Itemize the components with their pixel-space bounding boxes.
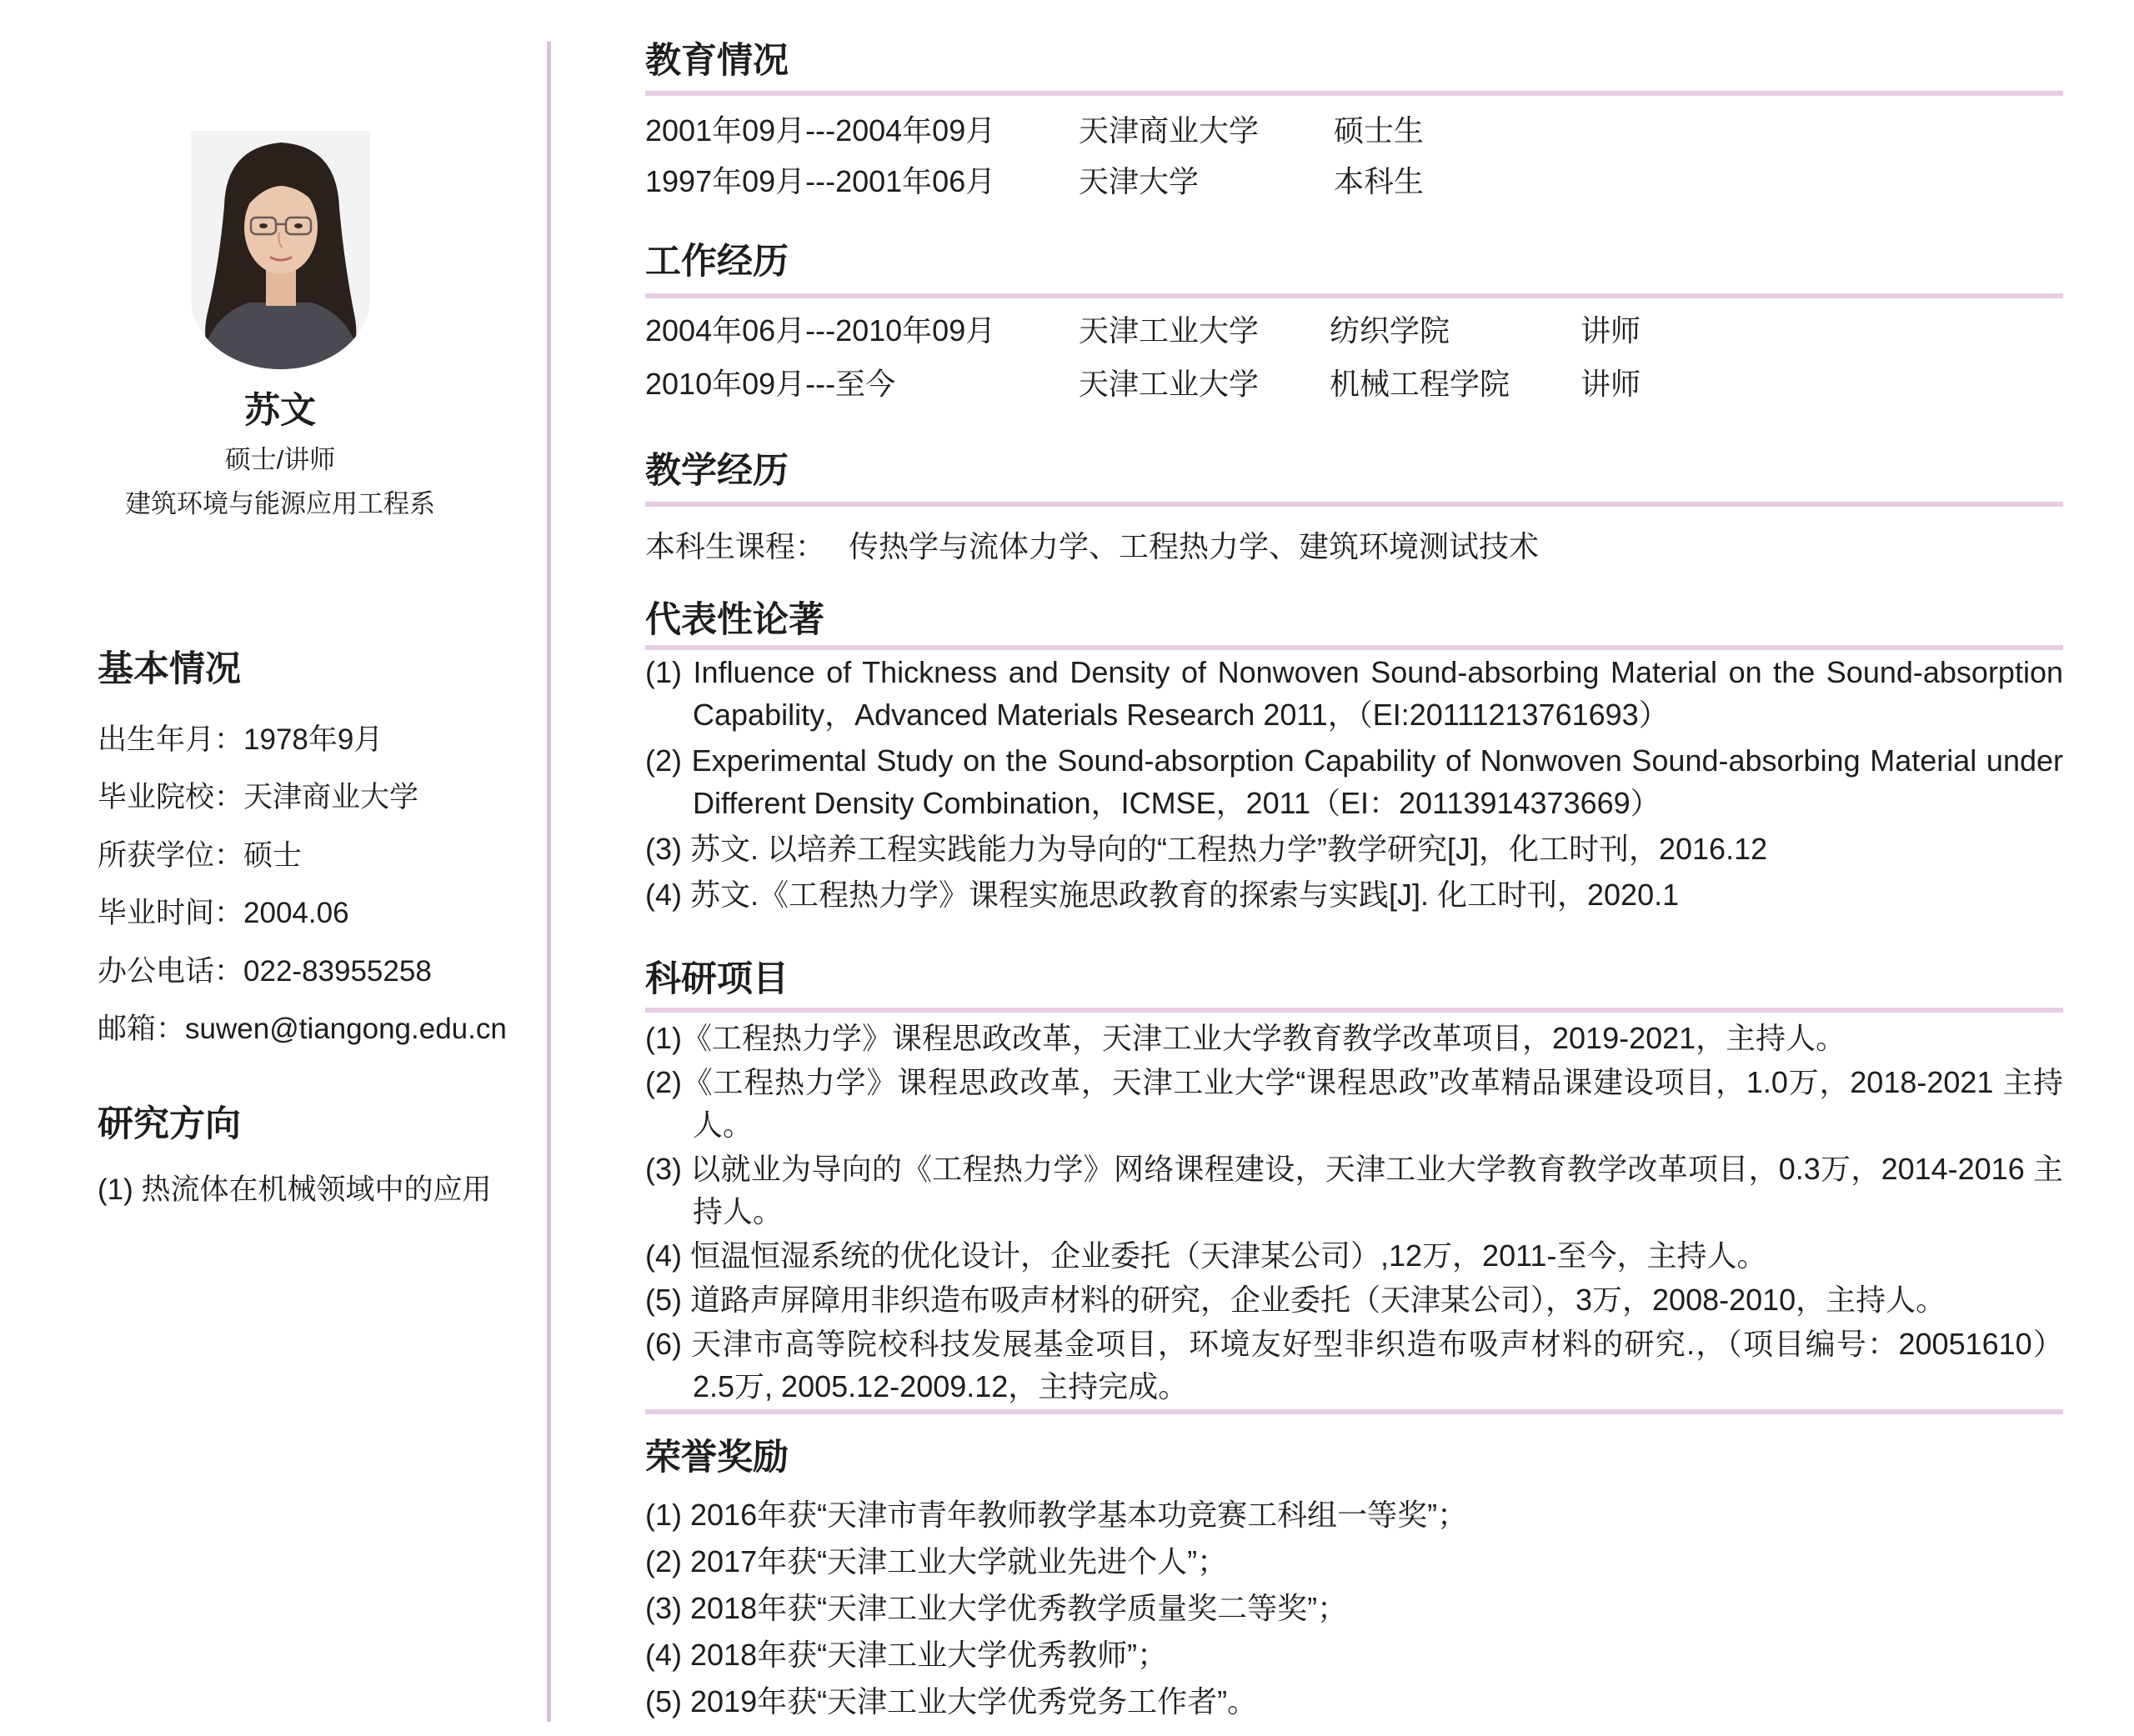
basic-info-item-phone bbox=[98, 943, 539, 1000]
basic-info-label: 毕业院校： bbox=[98, 781, 244, 814]
basic-info-item-graduation bbox=[98, 884, 539, 942]
projects-heading: 科研项目 bbox=[645, 959, 789, 999]
projects-bottom-rule bbox=[645, 1409, 2063, 1414]
basic-info-item-degree bbox=[98, 827, 539, 884]
basic-info-item-school bbox=[98, 768, 539, 826]
teaching-courses: 传热学与流体力学、工程热力学、建筑环境测试技术 bbox=[849, 529, 1540, 563]
education-school: 天津商业大学 bbox=[1079, 113, 1260, 148]
education-degree: 硕士生 bbox=[1334, 113, 1425, 148]
education-school: 天津大学 bbox=[1079, 164, 1200, 198]
education-row bbox=[645, 161, 2063, 203]
basic-info-item-birth bbox=[98, 711, 539, 768]
profile-name: 苏文 bbox=[244, 391, 316, 431]
work-dept: 纺织学院 bbox=[1330, 313, 1450, 348]
work-rule bbox=[645, 293, 2063, 298]
work-org: 天津工业大学 bbox=[1079, 313, 1260, 348]
projects-rule bbox=[645, 1008, 2063, 1013]
basic-info-value: 1978年9月 bbox=[243, 723, 383, 756]
column-divider bbox=[547, 42, 551, 1722]
profile-title: 硕士/讲师 bbox=[224, 445, 336, 474]
project-item: (2)《工程热力学》课程思政改革，天津工业大学“课程思政”改革精品课建设项目，1.0万，2018-2021 主持人。 bbox=[645, 1065, 2063, 1142]
work-period: 2010年09月---至今 bbox=[645, 367, 896, 401]
education-heading: 教育情况 bbox=[645, 41, 789, 81]
work-heading: 工作经历 bbox=[645, 242, 789, 282]
honors-heading: 荣誉奖励 bbox=[645, 1438, 789, 1478]
profile-photo-portrait bbox=[191, 131, 370, 369]
basic-info-email-link[interactable]: suwen@tiangong.edu.cn bbox=[185, 1013, 507, 1046]
project-item: (4) 恒温恒湿系统的优化设计，企业委托（天津某公司）,12万，2011-至今，主持人。 bbox=[645, 1238, 1767, 1273]
honor-item: (5) 2019年获“天津工业大学优秀党务工作者”。 bbox=[645, 1684, 1258, 1718]
basic-info-heading: 基本情况 bbox=[98, 649, 241, 689]
research-list bbox=[98, 1169, 539, 1211]
basic-info-value: 天津商业大学 bbox=[243, 781, 419, 814]
teaching-heading: 教学经历 bbox=[645, 451, 789, 491]
work-position: 讲师 bbox=[1580, 313, 1641, 348]
basic-info-item-email bbox=[98, 1000, 539, 1058]
publication-item: (2) Experimental Study on the Sound-absorption Capability of Nonwoven Sound-absorbing Material under Different Density Combination，ICMSE，2011（EI：20113914373669） bbox=[645, 743, 2063, 820]
work-org: 天津工业大学 bbox=[1079, 367, 1260, 401]
basic-info-label: 毕业时间： bbox=[98, 897, 244, 930]
work-row bbox=[645, 363, 2063, 405]
research-item: (1) 热流体在机械领域中的应用 bbox=[98, 1173, 492, 1206]
basic-info-value: 硕士 bbox=[243, 838, 303, 872]
education-rule bbox=[645, 91, 2063, 96]
basic-info-label: 办公电话： bbox=[98, 954, 244, 988]
education-row bbox=[645, 110, 2063, 152]
basic-info-label: 所获学位： bbox=[98, 838, 244, 872]
teaching-label: 本科生课程： bbox=[645, 529, 826, 563]
honor-item: (4) 2018年获“天津工业大学优秀教师”； bbox=[645, 1638, 1168, 1672]
publications-list bbox=[645, 651, 2063, 916]
work-period: 2004年06月---2010年09月 bbox=[645, 313, 996, 348]
work-dept: 机械工程学院 bbox=[1330, 367, 1510, 401]
publications-rule bbox=[645, 645, 2063, 650]
research-heading: 研究方向 bbox=[98, 1104, 241, 1144]
teaching-row bbox=[645, 526, 2063, 568]
education-degree: 本科生 bbox=[1334, 164, 1425, 198]
profile-department: 建筑环境与能源应用工程系 bbox=[125, 489, 435, 518]
basic-info-value: 022-83955258 bbox=[243, 954, 432, 988]
project-item: (3) 以就业为导向的《工程热力学》网络课程建设，天津工业大学教育教学改革项目，0.3万，2014-2016 主持人。 bbox=[645, 1152, 2063, 1228]
teaching-rule bbox=[645, 502, 2063, 507]
profile-photo bbox=[191, 131, 370, 369]
education-period: 1997年09月---2001年06月 bbox=[645, 164, 996, 198]
honor-item: (1) 2016年获“天津市青年教师教学基本功竞赛工科组一等奖”； bbox=[645, 1498, 1468, 1532]
publication-item: (4) 苏文.《工程热力学》课程实施思政教育的探索与实践[J]. 化工时刊，2020.1 bbox=[645, 878, 1680, 912]
work-position: 讲师 bbox=[1580, 367, 1641, 401]
project-item: (5) 道路声屏障用非织造布吸声材料的研究，企业委托（天津某公司），3万，2008-2010，主持人。 bbox=[645, 1283, 1946, 1317]
basic-info-label: 邮箱： bbox=[98, 1013, 186, 1046]
basic-info-value: 2004.06 bbox=[243, 897, 349, 930]
honor-item: (2) 2017年获“天津工业大学就业先进个人”； bbox=[645, 1544, 1228, 1578]
basic-info-list bbox=[98, 711, 539, 1058]
education-period: 2001年09月---2004年09月 bbox=[645, 113, 996, 148]
project-item: (6) 天津市高等院校科技发展基金项目，环境友好型非织造布吸声材料的研究.，（项目编号：20051610） 2.5万, 2005.12-2009.12，主持完成。 bbox=[645, 1327, 2063, 1403]
work-row bbox=[645, 310, 2063, 352]
basic-info-label: 出生年月： bbox=[98, 723, 244, 756]
project-item: (1)《工程热力学》课程思政改革，天津工业大学教育教学改革项目，2019-2021，主持人。 bbox=[645, 1021, 1846, 1055]
honor-item: (3) 2018年获“天津工业大学优秀教学质量奖二等奖”； bbox=[645, 1591, 1348, 1625]
publication-item: (1) Influence of Thickness and Density of Nonwoven Sound-absorbing Material on the Sound-absorption Capability，Advanced Materials Research 2011，（EI:20111213761693） bbox=[645, 655, 2063, 732]
publication-item: (3) 苏文. 以培养工程实践能力为导向的“工程热力学”教学研究[J]，化工时刊，2016.12 bbox=[645, 832, 1768, 866]
honors-list bbox=[645, 1492, 2063, 1725]
projects-list bbox=[645, 1017, 2063, 1408]
publications-heading: 代表性论著 bbox=[645, 600, 824, 640]
